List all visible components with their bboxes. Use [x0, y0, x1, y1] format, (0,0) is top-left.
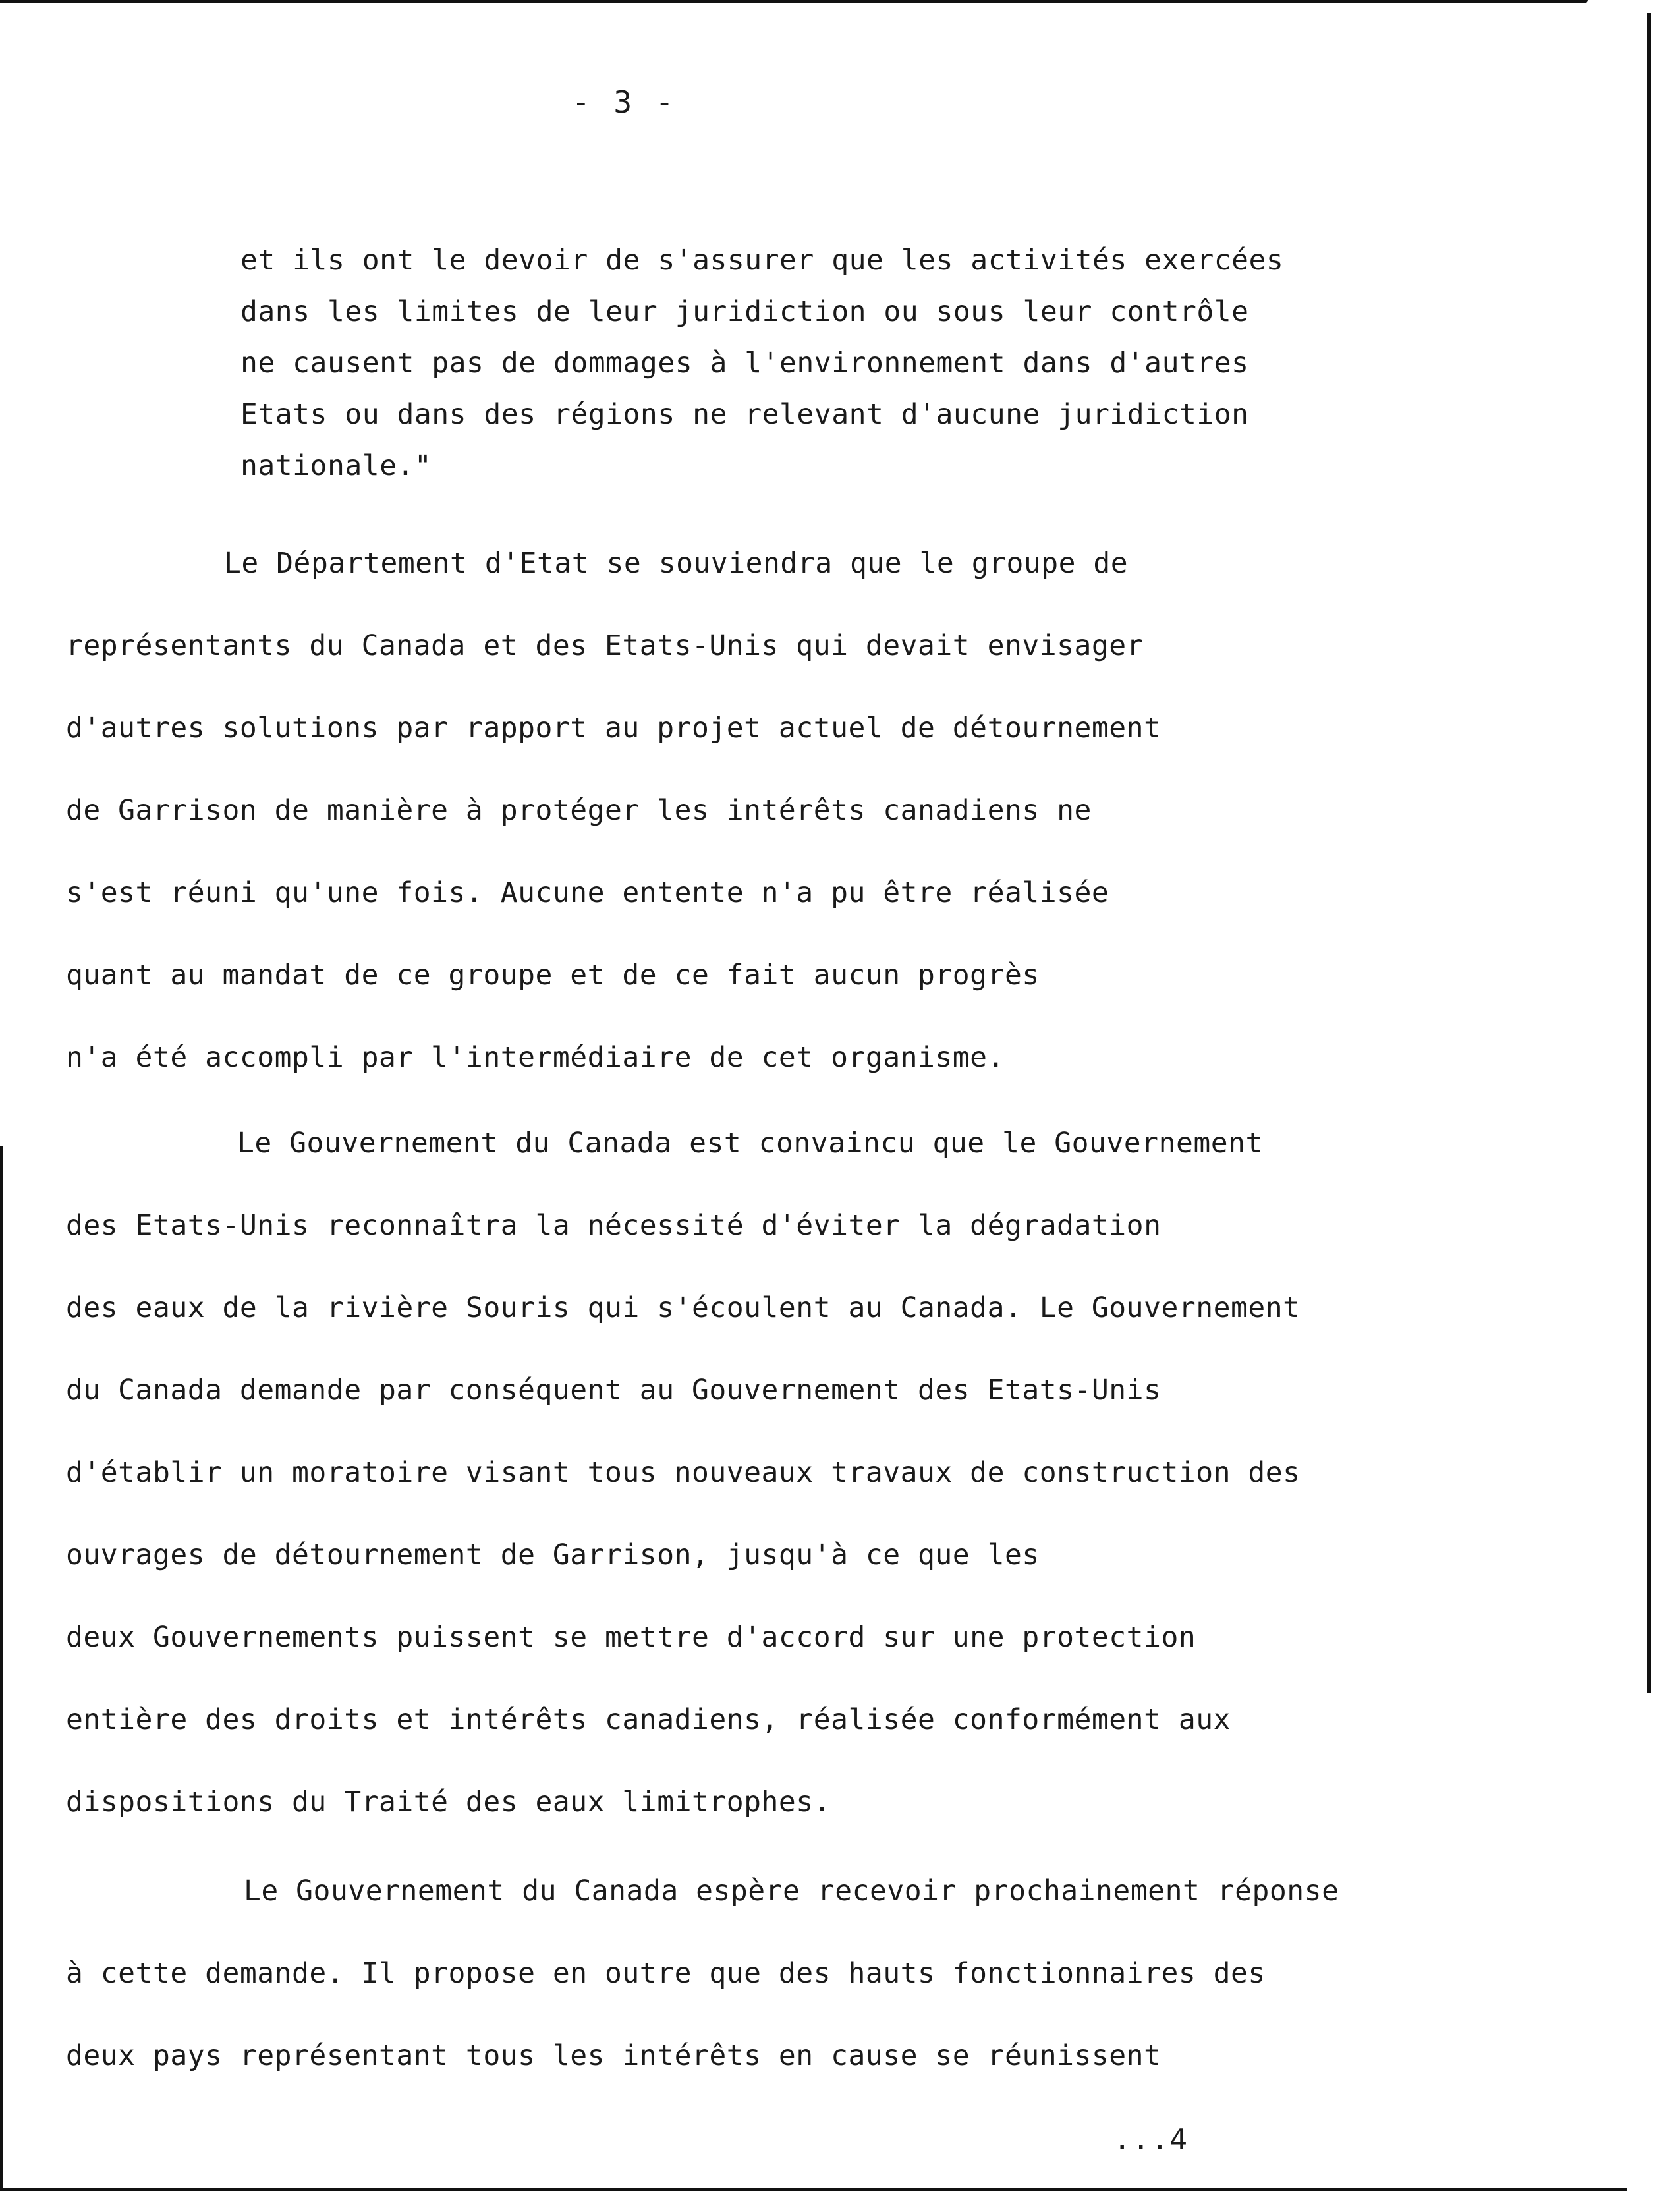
page-border-top: [0, 0, 1588, 3]
paragraph1-line: quant au mandat de ce groupe et de ce fait aucun progrès: [66, 959, 1040, 992]
paragraph1-line: n'a été accompli par l'intermédiaire de cet organisme.: [66, 1041, 1005, 1074]
quote-line: ne causent pas de dommages à l'environnement dans d'autres: [240, 347, 1249, 380]
quote-line: dans les limites de leur juridiction ou sous leur contrôle: [240, 295, 1249, 328]
paragraph2-line: ouvrages de détournement de Garrison, jusqu'à ce que les: [66, 1539, 1040, 1571]
paragraph2-line: entière des droits et intérêts canadiens, réalisée conformément aux: [66, 1703, 1231, 1736]
paragraph1-line: de Garrison de manière à protéger les intérêts canadiens ne: [66, 794, 1092, 827]
quote-line: et ils ont le devoir de s'assurer que les activités exercées: [240, 244, 1284, 277]
page-number: - 3 -: [572, 84, 677, 120]
paragraph3-line: deux pays représentant tous les intérêts en cause se réunissent: [66, 2039, 1162, 2072]
paragraph3-line: Le Gouvernement du Canada espère recevoir prochainement réponse: [244, 1875, 1339, 1907]
paragraph1-line: d'autres solutions par rapport au projet actuel de détournement: [66, 712, 1162, 745]
paragraph2-line: d'établir un moratoire visant tous nouveaux travaux de construction des: [66, 1456, 1301, 1489]
paragraph2-line: du Canada demande par conséquent au Gouvernement des Etats-Unis: [66, 1374, 1162, 1407]
margin-stamp: [1528, 889, 1557, 1239]
page-border-bottom: [0, 2188, 1627, 2191]
paragraph2-line: deux Gouvernements puissent se mettre d'accord sur une protection: [66, 1621, 1196, 1654]
paragraph2-line: Le Gouvernement du Canada est convaincu que le Gouvernement: [237, 1127, 1263, 1160]
paragraph1-line: s'est réuni qu'une fois. Aucune entente n'a pu être réalisée: [66, 876, 1109, 909]
paragraph1-line: Le Département d'Etat se souviendra que le groupe de: [224, 547, 1129, 580]
paragraph1-line: représentants du Canada et des Etats-Unis qui devait envisager: [66, 629, 1144, 662]
quote-line: Etats ou dans des régions ne relevant d'aucune juridiction: [240, 398, 1249, 431]
continuation-marker: ...4: [1113, 2123, 1189, 2157]
quote-line: nationale.": [240, 449, 432, 482]
page-border-left: [0, 1146, 3, 2188]
paragraph2-line: des Etats-Unis reconnaîtra la nécessité d'éviter la dégradation: [66, 1209, 1162, 1242]
paragraph2-line: dispositions du Traité des eaux limitrophes.: [66, 1786, 831, 1819]
page-border-right: [1647, 13, 1651, 1693]
paragraph2-line: des eaux de la rivière Souris qui s'écoulent au Canada. Le Gouvernement: [66, 1291, 1301, 1324]
paragraph3-line: à cette demande. Il propose en outre que des hauts fonctionnaires des: [66, 1957, 1266, 1990]
